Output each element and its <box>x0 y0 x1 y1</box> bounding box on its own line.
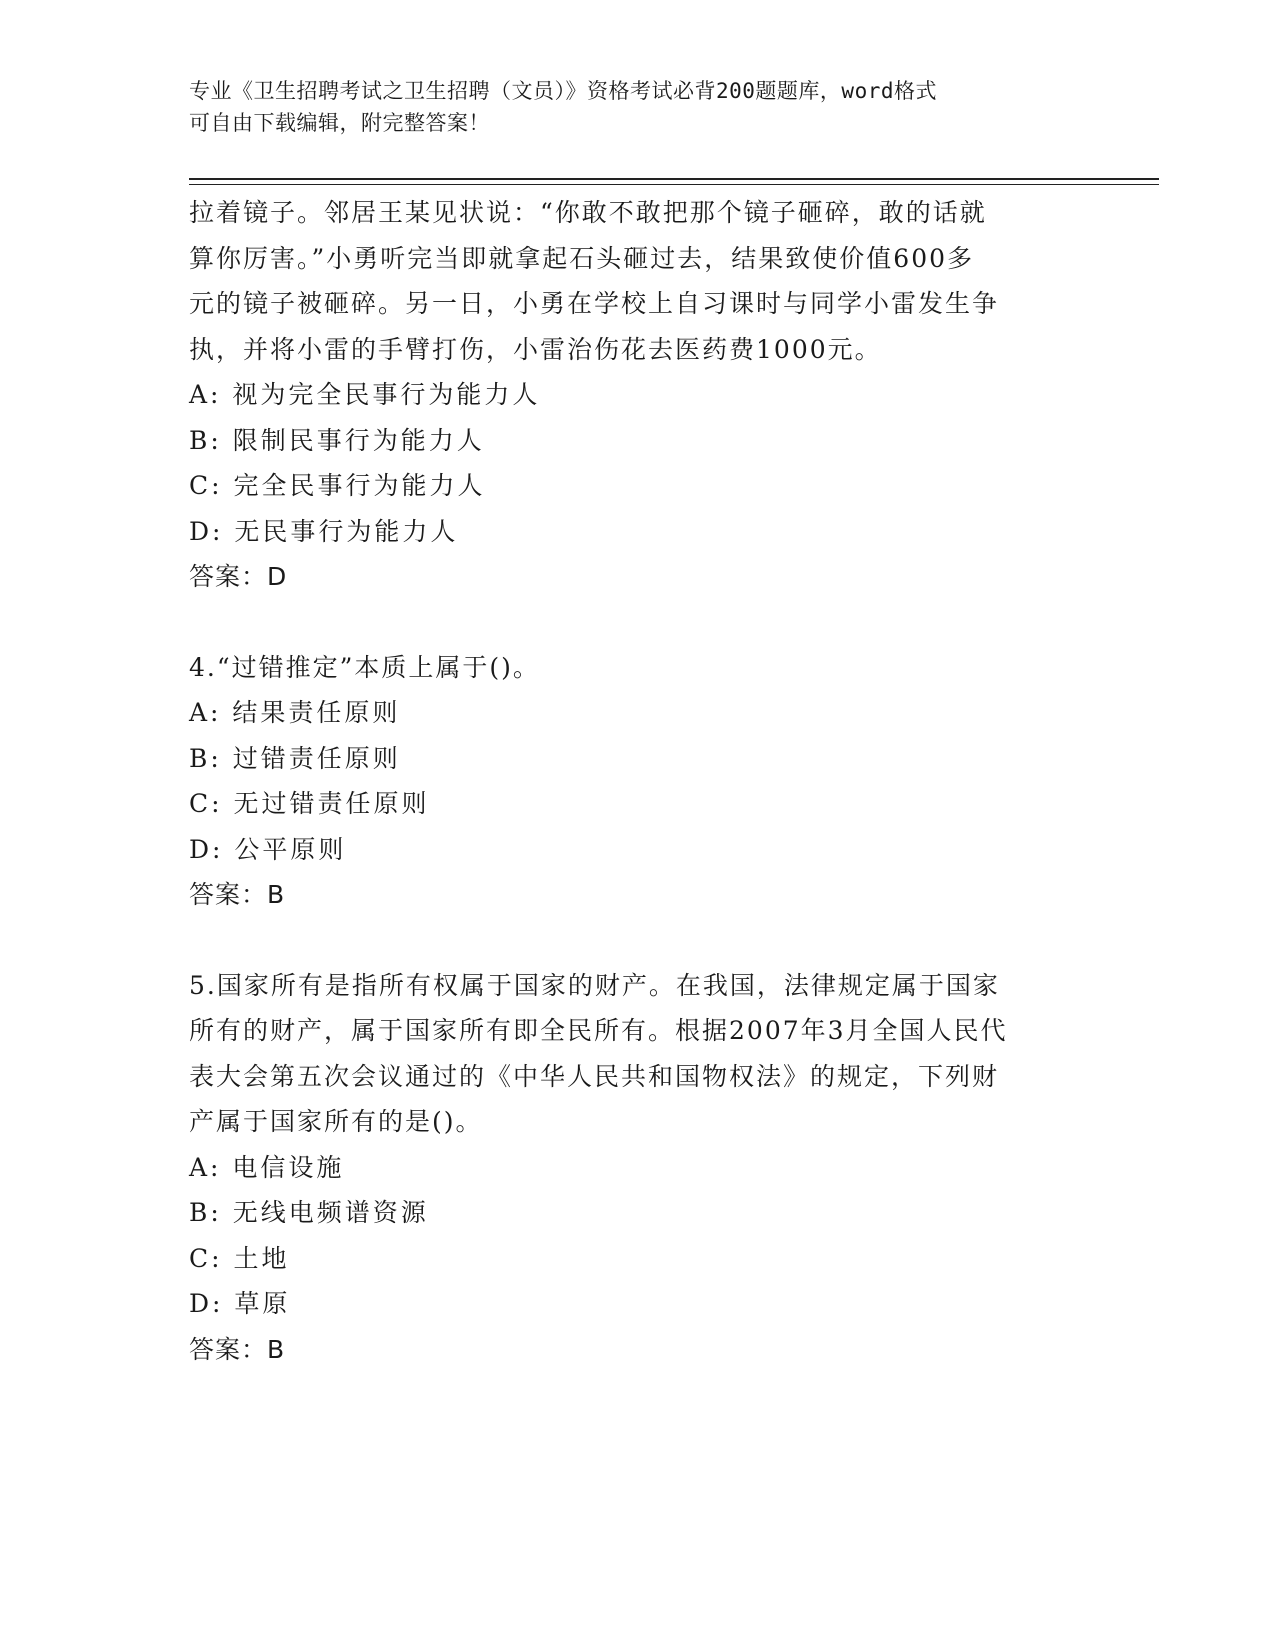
spacer <box>189 600 1089 645</box>
question-3-text-line-3: 元的镜子被砸碎。另一日，小勇在学校上自习课时与同学小雷发生争 <box>189 289 1000 318</box>
question-5-option-a: A: 电信设施 <box>189 1152 345 1182</box>
question-4-answer: 答案：B <box>189 880 286 909</box>
question-4 <box>189 645 1089 918</box>
header-divider-thin <box>189 184 1159 185</box>
question-4-option-b: B: 过错责任原则 <box>189 743 401 773</box>
question-4-text-line-1: 4.“过错推定”本质上属于()。 <box>189 652 540 682</box>
question-5-text-line-3: 表大会第五次会议通过的《中华人民共和国物权法》的规定，下列财 <box>189 1061 1000 1091</box>
question-3-option-d: D: 无民事行为能力人 <box>189 516 459 546</box>
header-line-1: 专业《卫生招聘考试之卫生招聘（文员）》资格考试必背200题题库，word格式 <box>189 79 937 103</box>
question-5 <box>189 963 1089 1373</box>
question-5-text-line-4: 产属于国家所有的是()。 <box>189 1107 483 1136</box>
question-4-option-d: D: 公平原则 <box>189 834 347 864</box>
question-5-option-c: C: 土地 <box>189 1243 290 1273</box>
question-3-text-line-4: 执，并将小雷的手臂打伤，小雷治伤花去医药费1000元。 <box>189 334 882 364</box>
question-3 <box>189 190 1089 600</box>
question-3-option-a: A: 视为完全民事行为能力人 <box>189 380 541 409</box>
question-5-option-d: D: 草原 <box>189 1289 291 1318</box>
question-5-text-line-2: 所有的财产，属于国家所有即全民所有。根据2007年3月全国人民代 <box>189 1016 1008 1045</box>
question-4-option-a: A: 结果责任原则 <box>189 698 401 727</box>
question-3-option-b: B: 限制民事行为能力人 <box>189 425 485 455</box>
document-header <box>189 75 1089 139</box>
question-3-text-line-2: 算你厉害。”小勇听完当即就拿起石头砸过去，结果致使价值600多 <box>189 243 975 273</box>
question-3-text-line-1: 拉着镜子。邻居王某见状说：“你敢不敢把那个镜子砸碎，敢的话就 <box>189 198 987 227</box>
question-5-answer: 答案：B <box>189 1334 286 1364</box>
question-3-option-c: C: 完全民事行为能力人 <box>189 471 486 500</box>
question-list <box>189 190 1089 1372</box>
question-4-option-c: C: 无过错责任原则 <box>189 789 430 818</box>
header-divider-thick <box>189 178 1159 180</box>
question-5-option-b: B: 无线电频谱资源 <box>189 1198 429 1227</box>
question-3-answer: 答案：D <box>189 562 288 591</box>
spacer <box>189 918 1089 963</box>
question-5-text-line-1: 5.国家所有是指所有权属于国家的财产。在我国，法律规定属于国家 <box>189 970 1000 1000</box>
header-line-2: 可自由下载编辑，附完整答案！ <box>189 111 490 135</box>
